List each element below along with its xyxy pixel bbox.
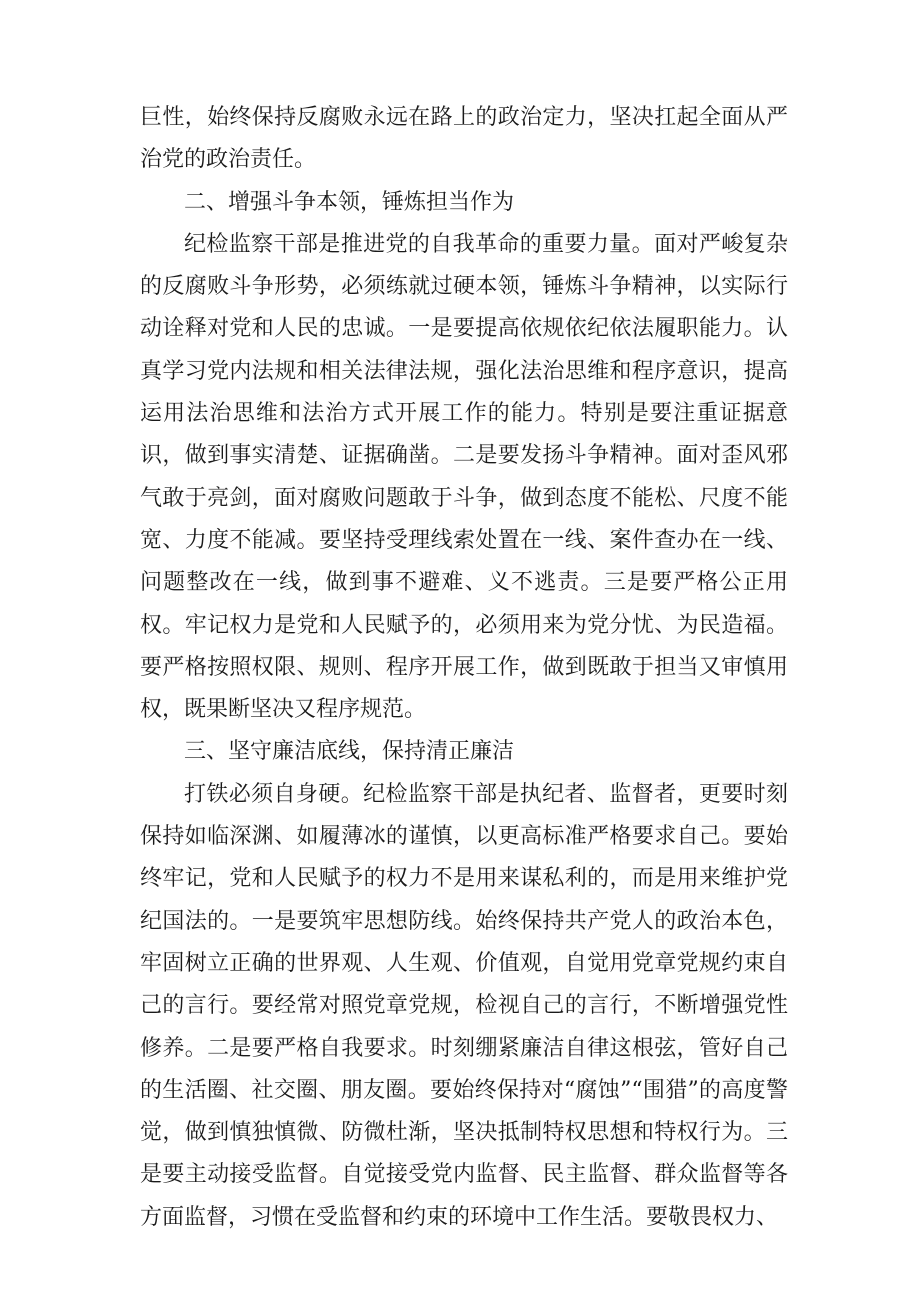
section-heading-3: 三、坚守廉洁底线，保持清正廉洁 — [184, 739, 515, 765]
paragraph-section-3: 打铁必须自身硬。纪检监察干部是执纪者、监督者，更要时刻保持如临深渊、如履薄冰的谨慎，以更高标准严格要求自己。要始终牢记，党和人民赋予的权力不是用来谋私利的，而是用来维护党纪国法的。一是要筑牢思想防线。始终保持共产党人的政治本色，牢固树立正确的世界观、人生观、价值观，自觉用党章党规约束自己的言行。要经常对照党章党规，检视自己的言行，不断增强党性修养。二是要严格自我要求。时刻绷紧廉洁自律这根弦，管好自己的生活圈、社交圈、朋友圈。要始终保持对“腐蚀”“围猎”的高度警觉，做到慎独慎微、防微杜渐，坚决抵制特权思想和特权行为。三是要主动接受监督。自觉接受党内监督、民主监督、群众监督等各方面监督，习惯在受监督和约束的环境中工作生活。要敬畏权力、 — [140, 781, 788, 1230]
section-heading-2: 二、增强斗争本领，锤炼担当作为 — [184, 189, 515, 215]
document-body — [140, 97, 788, 1239]
paragraph-continuation: 巨性，始终保持反腐败永远在路上的政治定力，坚决扛起全面从严治党的政治责任。 — [140, 105, 788, 173]
paragraph-section-2: 纪检监察干部是推进党的自我革命的重要力量。面对严峻复杂的反腐败斗争形势，必须练就过硬本领，锤炼斗争精神，以实际行动诠释对党和人民的忠诚。一是要提高依规依纪依法履职能力。认真学习党内法规和相关法律法规，强化法治思维和程序意识，提高运用法治思维和法治方式开展工作的能力。特别是要注重证据意识，做到事实清楚、证据确凿。二是要发扬斗争精神。面对歪风邪气敢于亮剑，面对腐败问题敢于斗争，做到态度不能松、尺度不能宽、力度不能减。要坚持受理线索处置在一线、案件查办在一线、问题整改在一线，做到事不避难、义不逃责。三是要严格公正用权。牢记权力是党和人民赋予的，必须用来为党分忧、为民造福。要严格按照权限、规则、程序开展工作，做到既敢于担当又审慎用权，既果断坚决又程序规范。 — [140, 231, 788, 723]
